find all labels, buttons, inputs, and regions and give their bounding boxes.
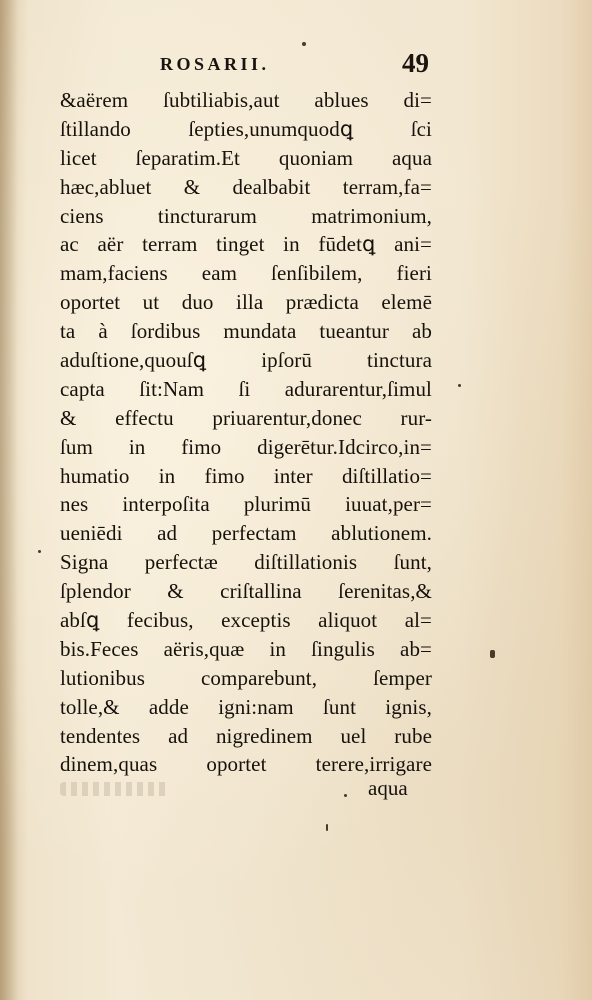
page-number: 49 [402, 48, 429, 78]
text-line: oportet ut duo illa prædicta elemē [60, 290, 432, 315]
text-line: bis.Feces aëris,quæ in ſingulis ab= [60, 636, 432, 661]
text-line: hæc,abluet & dealbabit terram,fa= [60, 174, 432, 199]
text-line: nes interpoſita plurimū iuuat,per= [60, 492, 432, 517]
text-line: licet ſeparatim.Et quoniam aqua [60, 145, 432, 170]
text-line: ciens tincturarum matrimonium, [60, 203, 432, 228]
text-line: capta ſit:Nam ſi adurarentur,ſimul [60, 376, 432, 401]
text-line: ſum in fimo digerētur.Idcirco,in= [60, 434, 432, 459]
ink-speck [490, 650, 495, 658]
text-line: ta à ſordibus mundata tueantur ab [60, 319, 432, 344]
running-title: ROSARII. [160, 54, 270, 74]
text-line: & effectu priuarentur,donec rur- [60, 405, 432, 430]
text-line: dinem,quas oportet terere,irrigare [60, 752, 432, 777]
text-line: mam,faciens eam ſenſibilem, fieri [60, 261, 432, 286]
text-line: ſtillando ſepties,unumquodꝗ ſci [60, 116, 432, 141]
text-line: humatio in fimo inter diſtillatio= [60, 463, 432, 488]
text-line: tolle,& adde igni:nam ſunt ignis, [60, 694, 432, 719]
text-line: tendentes ad nigredinem uel rube [60, 723, 432, 748]
ink-speck [302, 42, 306, 46]
ink-speck [326, 824, 328, 831]
text-line: abſꝗ fecibus, exceptis aliquot al= [60, 608, 432, 633]
body-text [60, 86, 432, 779]
text-line: lutionibus comparebunt, ſemper [60, 665, 432, 690]
show-through-ink [60, 782, 170, 796]
ink-speck [458, 384, 461, 387]
text-line: &aërem ſubtiliabis,aut ablues di= [60, 88, 432, 112]
text-line: ueniēdi ad perfectam ablutionem. [60, 521, 432, 546]
text-line: Signa perfectæ diſtillationis ſunt, [60, 550, 432, 575]
text-line: aduſtione,quouſꝗ ipſorū tinctura [60, 348, 432, 373]
text-line: ac aër terram tinget in fūdetꝗ ani= [60, 232, 432, 257]
text-line: ſplendor & criſtallina ſerenitas,& [60, 579, 432, 604]
running-head [56, 48, 476, 88]
ink-speck [38, 550, 41, 553]
gutter-shadow [0, 0, 18, 1000]
ink-speck [344, 794, 347, 797]
catchword: aqua [368, 776, 408, 800]
